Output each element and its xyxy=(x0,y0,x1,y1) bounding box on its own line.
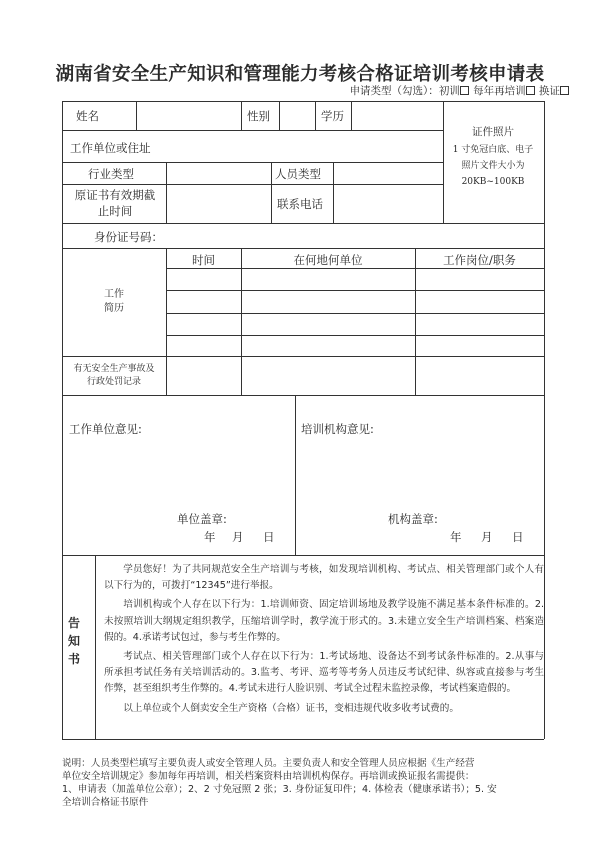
trainer-opinion-label: 培训机构意见: xyxy=(301,422,374,436)
notice-label xyxy=(64,614,84,668)
option-initial-training-checkbox[interactable] xyxy=(460,86,469,95)
cert-expiry-label: 原证书有效期截止时间 xyxy=(74,188,156,218)
photo-requirement-line: 1 寸免冠白底、电子 xyxy=(452,145,534,155)
resume-label-line-2: 简历 xyxy=(104,303,124,314)
trainer-date-year: 年 xyxy=(450,530,462,544)
phone-label: 联系电话 xyxy=(277,197,323,211)
name-label: 姓名 xyxy=(76,109,99,123)
workplace-label: 工作单位或住址 xyxy=(70,141,151,155)
footnote xyxy=(62,757,552,809)
footnote-line: 1、申请表（加盖单位公章）；2、2 寸免冠照 2 张；3. 身份证复印件；4. 体检表（健康承诺书）；5. 安 xyxy=(62,784,497,795)
footnote-line: 全培训合格证书原件 xyxy=(62,797,149,808)
footnote-line: 说明：人员类型栏填写主要负责人或安全管理人员。主要负责人和安全管理人员应根据《生产经营 xyxy=(62,758,475,769)
education-label: 学历 xyxy=(321,109,344,123)
grid-line xyxy=(241,101,242,130)
grid-line xyxy=(95,555,96,739)
notice-label-char: 告 xyxy=(67,616,80,630)
notice-label-char: 书 xyxy=(67,652,80,666)
option-renewal-label: 换证 xyxy=(539,85,560,97)
resume-label-line-1: 工作 xyxy=(104,289,124,300)
employer-date-month: 月 xyxy=(232,530,244,544)
grid-line xyxy=(166,313,544,314)
grid-line xyxy=(62,395,544,396)
grid-line xyxy=(62,101,63,739)
grid-line xyxy=(62,739,544,740)
education-field[interactable] xyxy=(352,102,442,129)
application-type-selector xyxy=(350,83,570,98)
name-field[interactable] xyxy=(137,102,240,129)
grid-line xyxy=(271,162,272,223)
option-annual-retraining-checkbox[interactable] xyxy=(526,86,535,95)
cert-expiry-field[interactable] xyxy=(167,185,270,222)
industry-label: 行业类型 xyxy=(88,167,134,181)
resume-column-time: 时间 xyxy=(192,253,215,267)
notice-paragraph: 以上单位或个人倒卖安全生产资格（合格）证书，变相违规代收多收考试费的。 xyxy=(123,702,459,714)
trainer-date-day: 日 xyxy=(512,530,524,544)
notice-paragraph: 培训机构或个人存在以下行为：1.培训师资、固定培训场地及教学设施不满足基本条件标准的。2.未按照培训大纲规定组织教学，压缩培训学时，教学流于形式的。3.未建立安全生产培训档案、档案造假的。4.承诺考试包过，参与考生作弊的。 xyxy=(104,599,544,643)
footnote-line: 单位安全培训规定》参加每年再培训，相关档案资料由培训机构保存。再培训或换证报名需提供： xyxy=(62,771,475,782)
photo-requirement-line: 20KB~100KB xyxy=(461,177,525,187)
employer-date-year: 年 xyxy=(204,530,216,544)
trainer-seal-label: 机构盖章: xyxy=(388,512,438,526)
gender-label: 性别 xyxy=(247,109,270,123)
industry-field[interactable] xyxy=(167,163,270,183)
grid-line xyxy=(166,335,544,336)
grid-line xyxy=(62,555,544,556)
resume-label xyxy=(62,288,166,316)
trainer-date-month: 月 xyxy=(481,530,493,544)
option-initial-training-label: 初训 xyxy=(438,85,460,97)
application-type-label: 申请类型（勾选）： xyxy=(349,85,439,97)
accident-record-line-2: 行政处罚记录 xyxy=(86,377,141,387)
form-title: 湖南省安全生产知识和管理能力考核合格证培训考核申请表 xyxy=(55,64,545,85)
grid-line xyxy=(544,101,545,739)
photo-requirement-line: 照片文件大小为 xyxy=(461,161,525,171)
notice-label-char: 知 xyxy=(67,634,80,648)
option-renewal-checkbox[interactable] xyxy=(560,86,569,95)
employer-opinion-label: 工作单位意见: xyxy=(69,422,142,436)
resume-column-position: 工作岗位/职务 xyxy=(443,253,516,267)
notice-paragraph: 考试点、相关管理部门或个人存在以下行为：1.考试场地、设备达不到考试条件标准的。2.从事与所承担考试任务有关培训活动的。3.监考、考评、巡考等考务人员违反考试纪律、纵容或直接参与考生作弊，甚至组织考生作弊的。4.考试未进行人脸识别、考试全过程未监控录像，考试档案造假的。 xyxy=(104,651,544,695)
notice-paragraph: 学员您好！为了共同规范安全生产培训与考核，如发现培训机构、考试点、相关管理部门或个人有以下行为的，可拨打“12345”进行举报。 xyxy=(104,564,544,592)
workplace-field[interactable] xyxy=(166,131,442,161)
id-number-label: 身份证号码： xyxy=(94,230,163,244)
phone-field[interactable] xyxy=(334,185,442,222)
grid-line xyxy=(62,248,544,249)
resume-column-place: 在何地何单位 xyxy=(293,253,363,267)
grid-line xyxy=(166,290,544,291)
accident-record-label xyxy=(62,363,166,389)
accident-record-line-1: 有无安全生产事故及 xyxy=(73,364,155,374)
employer-date-day: 日 xyxy=(263,530,275,544)
grid-line xyxy=(166,268,544,269)
option-annual-retraining-label: 每年再培训 xyxy=(473,85,526,97)
grid-line xyxy=(315,101,316,130)
accident-record-field[interactable] xyxy=(167,357,543,394)
photo-caption: 证件照片 xyxy=(472,126,514,138)
id-number-field[interactable] xyxy=(170,224,542,246)
gender-field[interactable] xyxy=(280,102,314,129)
employer-seal-label: 单位盖章: xyxy=(177,512,227,526)
trainer-opinion-field[interactable] xyxy=(296,440,543,504)
employer-opinion-field[interactable] xyxy=(63,440,294,504)
notice-body xyxy=(104,562,544,720)
personnel-type-label: 人员类型 xyxy=(275,167,321,181)
personnel-type-field[interactable] xyxy=(334,163,442,183)
photo-box[interactable] xyxy=(443,124,543,190)
